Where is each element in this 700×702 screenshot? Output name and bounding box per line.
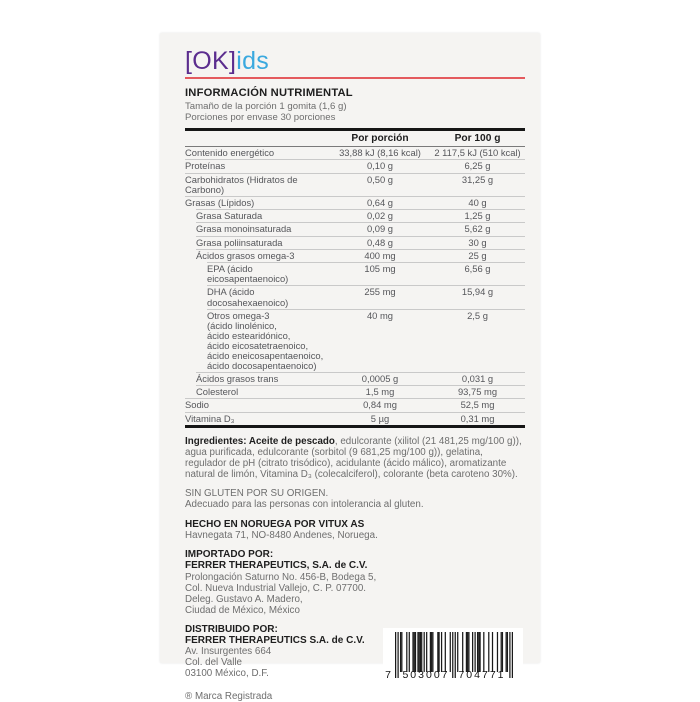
importer-address-line: Ciudad de México, México (185, 604, 300, 616)
value-per-serving: 0,48 g (366, 236, 394, 248)
nutrition-table (185, 128, 525, 428)
value-per-100g: 6,56 g (464, 262, 491, 274)
value-per-serving: 400 mg (364, 249, 396, 261)
table-row (185, 286, 525, 308)
table-row (185, 373, 525, 385)
nutrient-sublabel: ácido eneicosapentaenoico, (207, 349, 324, 361)
nutrient-label: Ácidos grasos trans (196, 372, 279, 384)
nutrient-label: Sodio (185, 399, 209, 411)
value-per-100g: 1,25 g (464, 210, 491, 222)
value-per-serving: 1,5 mg (365, 386, 395, 398)
nutrient-label: Grasa poliinsaturada (196, 236, 283, 248)
value-per-serving: 0,09 g (366, 223, 394, 235)
table-row (185, 174, 525, 196)
col-header-per-serving: Por porción (351, 133, 409, 145)
distributor-company: FERRER THERAPEUTICS S.A. de C.V. (185, 634, 365, 646)
value-per-serving: 255 mg (364, 286, 396, 298)
gluten-line1: SIN GLUTEN POR SU ORIGEN. (185, 487, 329, 499)
nutrient-label: Grasa monoinsaturada (196, 223, 292, 235)
table-row (185, 237, 525, 249)
brand-divider (185, 77, 525, 79)
nutrient-label: DHA (ácido docosahexaenoico) (207, 286, 289, 308)
importer-company: FERRER THERAPEUTICS, S.A. de C.V. (185, 560, 368, 572)
importer-section (185, 549, 525, 616)
value-per-100g: 0,031 g (461, 372, 494, 384)
value-per-serving: 105 mg (364, 262, 396, 274)
value-per-serving: 0,50 g (366, 173, 394, 185)
value-per-serving: 40 mg (366, 309, 394, 321)
importer-address-line: Deleg. Gustavo A. Madero, (185, 593, 303, 605)
nutrition-table-header (185, 131, 525, 147)
nutrient-sublabel: ácido estearidónico, (207, 329, 291, 341)
ingredients-lead: Ingredientes: Aceite de pescado (185, 435, 335, 447)
distributor-address-line: Av. Insurgentes 664 (185, 646, 272, 658)
ingredients-rest: , edulcorante (xilitol (21 481,25 mg/100 g)), agua purificada, edulcorante (sorbitol (9 681,25 mg/100 g)), gelatina, regulador de pH (citrato trisódico), acidulante (ácido málico), aromatizante natural de limón, Vitamina D₃ (colecalciferol), colorante (beta caroteno 30%). (185, 435, 522, 480)
value-per-100g: 40 g (468, 196, 487, 208)
nutrient-label: Grasas (Lípidos) (185, 196, 255, 208)
nutrient-label: Contenido energético (185, 147, 275, 159)
value-per-serving: 0,64 g (366, 196, 394, 208)
barcode-digit-first: 7 (385, 668, 393, 681)
nutrient-label: Carbohidratos (Hidratos de Carbono) (185, 173, 298, 195)
table-row (185, 197, 525, 209)
barcode-digits-right-group: 704771 (458, 668, 506, 681)
table-row (185, 399, 525, 411)
value-per-100g: 2 117,5 kJ (510 kcal) (434, 147, 521, 159)
barcode (383, 628, 523, 692)
serving-size: Tamaño de la porción 1 gomita (1,6 g) (185, 101, 347, 112)
importer-address-line: Col. Nueva Industrial Vallejo, C. P. 07700. (185, 582, 366, 594)
nutrient-label: Vitamina D₃ (185, 412, 235, 424)
table-row (185, 160, 525, 172)
barcode-digits-left-group: 503007 (402, 668, 450, 681)
nutrient-sublabel: ácido docosapentaenoico) (207, 359, 317, 371)
bottom-row (185, 624, 525, 702)
value-per-100g: 2,5 g (467, 309, 488, 321)
nutrient-label: Proteínas (185, 160, 226, 172)
package-label-card (160, 33, 540, 702)
servings-per-pack: Porciones por envase 30 porciones (185, 111, 336, 123)
value-per-100g: 5,62 g (464, 223, 491, 235)
gluten-line2: Adecuado para las personas con intolerancia al gluten. (185, 498, 424, 510)
table-row (185, 210, 525, 222)
distributor-section (185, 624, 383, 702)
ingredients-paragraph (185, 436, 525, 480)
importer-address-line: Prolongación Saturno No. 456-B, Bodega 5, (185, 571, 377, 583)
table-row (185, 310, 525, 372)
importer-title: IMPORTADO POR: (185, 549, 274, 561)
value-per-serving: 0,10 g (366, 160, 394, 172)
value-per-serving: 5 µg (370, 412, 390, 424)
nutrient-sublabel: ácido eicosatetraenoico, (207, 339, 309, 351)
distributor-title: DISTRIBUIDO POR: (185, 623, 278, 635)
table-row (185, 413, 525, 425)
table-row (185, 263, 525, 285)
value-per-serving: 0,0005 g (361, 372, 399, 384)
value-per-100g: 30 g (468, 236, 487, 248)
nutrient-label: Otros omega-3 (ácido linolénico, ácido estearidónico, ácido eicosatetraenoico, ácido eneicosapentaenoico, ácido docosapentaenoico) (185, 311, 330, 371)
value-per-serving: 0,84 mg (363, 399, 397, 411)
barcode-digits (385, 668, 513, 682)
table-row (185, 147, 525, 159)
brand-logo-suffix: ids (236, 47, 270, 75)
table-row (185, 386, 525, 398)
table-row (185, 250, 525, 262)
value-per-100g: 6,25 g (464, 160, 491, 172)
value-per-serving: 0,02 g (366, 210, 394, 222)
value-per-100g: 31,25 g (461, 173, 494, 185)
nutrition-table-body (185, 147, 525, 425)
value-per-100g: 52,5 mg (460, 399, 495, 411)
nutrient-sublabel: (ácido linolénico, (207, 319, 277, 331)
value-per-100g: 25 g (468, 249, 487, 261)
distributor-address-line: 03100 México, D.F. (185, 668, 269, 680)
value-per-100g: 0,31 mg (460, 412, 495, 424)
value-per-100g: 93,75 mg (457, 386, 498, 398)
manufacturer-address: Havnegata 71, NO-8480 Andenes, Noruega. (185, 530, 378, 542)
distributor-address-line: Col. del Valle (185, 657, 242, 669)
nutrient-label: Ácidos grasos omega-3 (196, 249, 295, 261)
brand-logo-bracket: [OK] (185, 47, 237, 75)
nutrient-label: Colesterol (196, 386, 239, 398)
nutrition-title: INFORMACIÓN NUTRIMENTAL (185, 87, 353, 99)
nutrient-label: EPA (ácido eicosapentaenoico) (207, 262, 289, 285)
trademark-notice: ® Marca Registrada (185, 691, 273, 702)
gluten-statement (185, 488, 525, 510)
table-row (185, 223, 525, 235)
manufacturer-section (185, 519, 525, 541)
serving-info (185, 102, 525, 124)
value-per-100g: 15,94 g (461, 286, 494, 298)
nutrient-label: Grasa Saturada (196, 210, 263, 222)
manufacturer-title: HECHO EN NORUEGA POR VITUX AS (185, 518, 365, 530)
brand-logo (185, 48, 525, 75)
value-per-serving: 33,88 kJ (8,16 kcal) (339, 147, 421, 159)
col-header-per-100g: Por 100 g (454, 133, 501, 145)
